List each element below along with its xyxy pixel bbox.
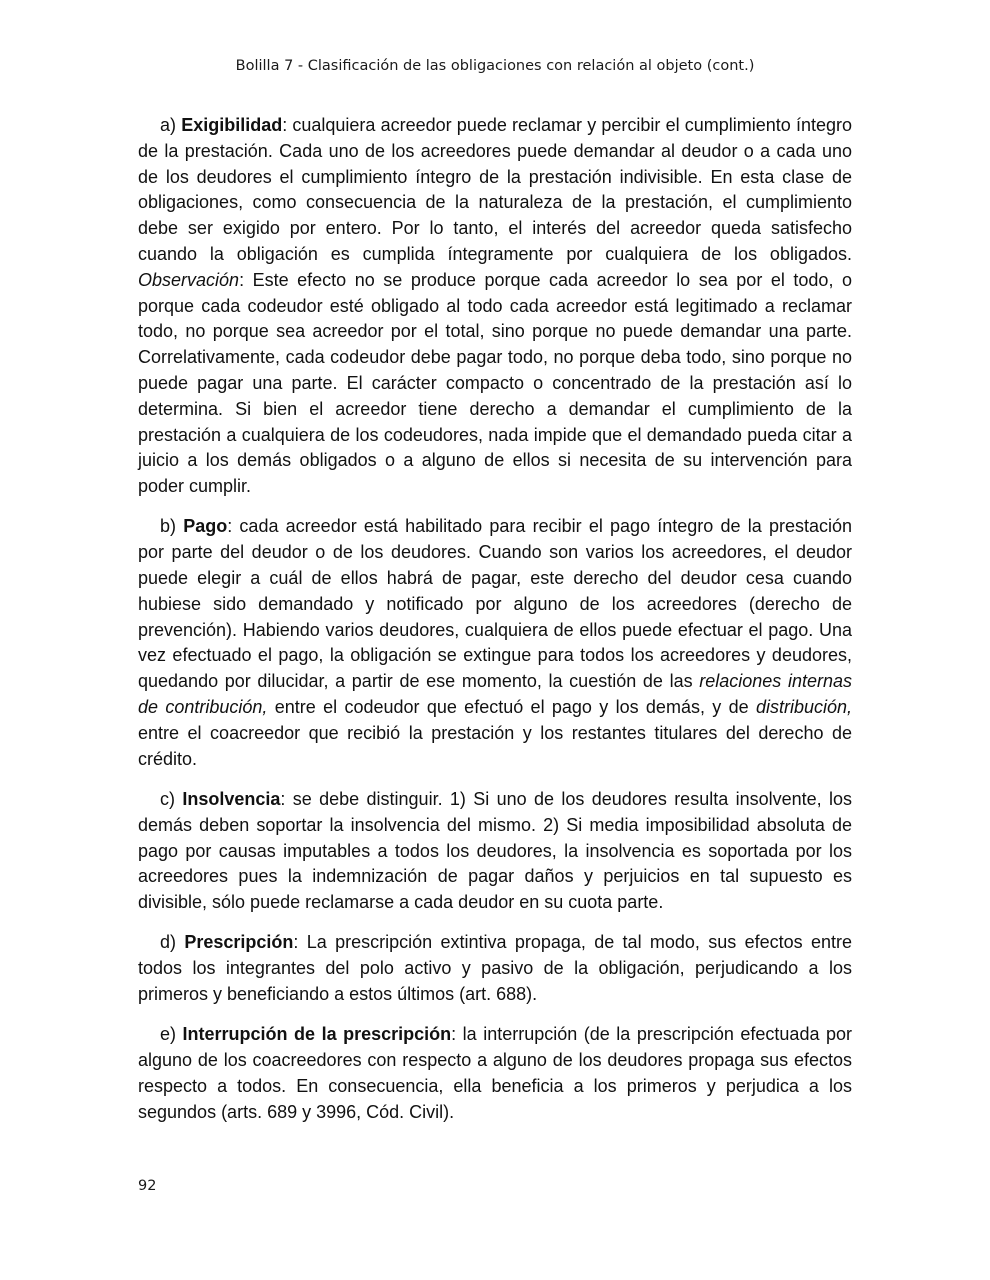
item-text: : La prescripción extintiva propaga, de tal modo, sus efectos entre todos los integrantes del polo activo y pasivo de la obligación, perjudicando a los primeros y beneficiando a estos últimos (art. 688). [138, 932, 852, 1004]
item-prefix: d) [160, 932, 185, 953]
item-prefix: b) [160, 516, 184, 537]
item-text: : se debe distinguir. 1) Si uno de los deudores resulta insolvente, los demás deben soportar la insolvencia del mismo. 2) Si media imposibilidad absoluta de pago por causas imputables a todos los deudores, la insolvencia es soportada por los acreedores pues la indemnización de pagar daños y perjuicios en tal supuesto es divisible, sólo puede reclamarse a cada deudor en su cuota parte. [138, 788, 852, 913]
paragraph-interrupcion [138, 1022, 852, 1125]
item-term: Insolvencia [182, 788, 281, 809]
item-text: : la interrupción (de la prescripción efectuada por alguno de los coacreedores con respecto a alguno de los deudores propaga sus efectos respecto a todos. En consecuencia, ella beneficia a los primeros y perjudica a los segundos (arts. 689 y 3996, Cód. Civil). [138, 1024, 853, 1122]
paragraph-prescripcion [138, 930, 852, 1007]
page-number: 92 [138, 1178, 157, 1194]
item-italic: Observación [138, 269, 240, 290]
item-term: Prescripción [184, 932, 294, 953]
item-term: Interrupción de la prescripción [182, 1024, 452, 1045]
item-term: Exigibilidad [181, 115, 283, 135]
item-italic: relaciones internas de contribución, [138, 671, 852, 718]
item-text: : Este efecto no se produce porque cada acreedor lo sea por el todo, o porque cada codeudor esté obligado al todo cada acreedor está legitimado a reclamar todo, no porque sea acreedor por el total, sino porque no puede demandar una parte. Correlativamente, cada codeudor debe pagar todo, no porque deba todo, sino porque no puede pagar una parte. El carácter compacto o concentrado de la prestación así lo determina. Si bien el acreedor tiene derecho a demandar el cumplimiento de la prestación a cualquiera de los codeudores, nada impide que el demandado pueda citar a juicio a los demás obligados o a alguno de ellos si necesita de su intervención para poder cumplir. [138, 269, 852, 497]
item-text: : cualquiera acreedor puede reclamar y percibir el cumplimiento íntegro de la prestación. Cada uno de los acreedores puede demandar al deudor o a cada uno de los deudores el cumplimiento íntegro de la prestación indivisible. En esta clase de obligaciones, como consecuencia de la naturaleza de la prestación, el cumplimiento debe ser exigido por entero. Por lo tanto, el interés del acreedor queda satisfecho cuando la obligación es cumplida íntegramente por cualquiera de los obligados. [138, 115, 852, 264]
item-prefix: e) [160, 1024, 183, 1045]
paragraph-exigibilidad [138, 113, 852, 500]
paragraph-pago [138, 514, 852, 772]
item-text: entre el codeudor que efectuó el pago y los demás, y de [267, 697, 756, 718]
item-italic: distribución, [755, 697, 853, 718]
item-text: : cada acreedor está habilitado para recibir el pago íntegro de la prestación por parte del deudor o de los deudores. Cuando son varios los acreedores, el deudor puede elegir a cuál de ellos habrá de pagar, este derecho del deudor cesa cuando hubiese sido demandado y notificado por alguno de los acreedores (derecho de prevención). Habiendo varios deudores, cualquiera de ellos puede efectuar el pago. Una vez efectuado el pago, la obligación se extingue para todos los acreedores y deudores, quedando por dilucidar, a partir de ese momento, la cuestión de las [138, 516, 852, 692]
item-term: Pago [183, 516, 228, 537]
paragraph-insolvencia [138, 787, 852, 916]
item-prefix: a) [160, 115, 182, 135]
running-header: Bolilla 7 - Clasificación de las obligaciones con relación al objeto (cont.) [235, 58, 755, 74]
item-text: entre el coacreedor que recibió la prestación y los restantes titulares del derecho de crédito. [138, 722, 852, 769]
item-prefix: c) [160, 788, 183, 809]
document-body [138, 113, 852, 1140]
